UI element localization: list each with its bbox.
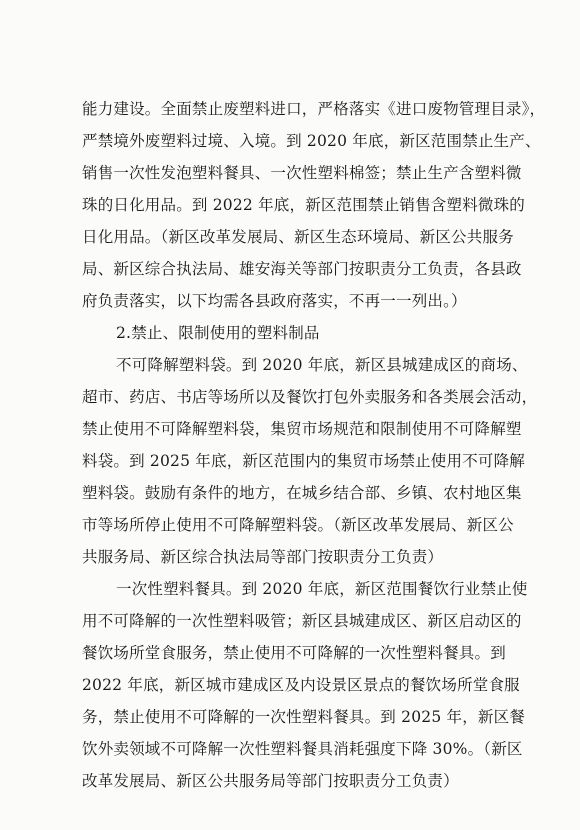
text-line: 市等场所停止使用不可降解塑料袋。（新区改革发展局、新区公	[82, 516, 514, 534]
text-line: 禁止使用不可降解塑料袋，集贸市场规范和限制使用不可降解塑	[82, 420, 522, 438]
text-line: 共服务局、新区综合执法局等部门按职责分工负责）	[82, 548, 444, 566]
text-line: 一次性塑料餐具。到 2020 年底，新区范围餐饮行业禁止使	[116, 580, 528, 598]
text-line: 饮外卖领域不可降解一次性塑料餐具消耗强度下降 30%。（新区	[82, 740, 523, 758]
text-line: 日化用品。（新区改革发展局、新区生态环境局、新区公共服务	[82, 228, 514, 246]
text-line: 局、新区综合执法局、雄安海关等部门按职责分工负责，各县政	[82, 260, 522, 278]
text-line: 用不可降解的一次性塑料吸管；新区县城建成区、新区启动区的	[82, 612, 522, 630]
text-line: 府负责落实，以下均需各县政府落实，不再一一列出。）	[82, 292, 467, 310]
text-line: 珠的日化用品。到 2022 年底，新区范围禁止销售含塑料微珠的	[82, 196, 526, 214]
section-heading: 2.禁止、限制使用的塑料制品	[116, 324, 320, 342]
text-line: 料袋。到 2025 年底，新区范围内的集贸市场禁止使用不可降解	[82, 452, 526, 470]
text-line: 塑料袋。鼓励有条件的地方，在城乡结合部、乡镇、农村地区集	[82, 484, 522, 502]
text-line: 务，禁止使用不可降解的一次性塑料餐具。到 2025 年，新区餐	[82, 708, 526, 726]
text-line: 不可降解塑料袋。到 2020 年底，新区县城建成区的商场、	[116, 356, 528, 374]
text-line: 销售一次性发泡塑料餐具、一次性塑料棉签；禁止生产含塑料微	[82, 164, 522, 182]
text-line: 严禁境外废塑料过境、入境。到 2020 年底，新区范围禁止生产、	[82, 132, 541, 150]
text-line: 超市、药店、书店等场所以及餐饮打包外卖服务和各类展会活动，	[82, 388, 538, 406]
text-line: 能力建设。全面禁止废塑料进口，严格落实《进口废物管理目录》，	[82, 100, 546, 118]
text-line: 改革发展局、新区公共服务局等部门按职责分工负责）	[82, 772, 459, 790]
text-line: 2022 年底，新区城市建成区及内设景区景点的餐饮场所堂食服	[82, 676, 520, 694]
text-line: 餐饮场所堂食服务，禁止使用不可降解的一次性塑料餐具。到	[82, 644, 506, 662]
